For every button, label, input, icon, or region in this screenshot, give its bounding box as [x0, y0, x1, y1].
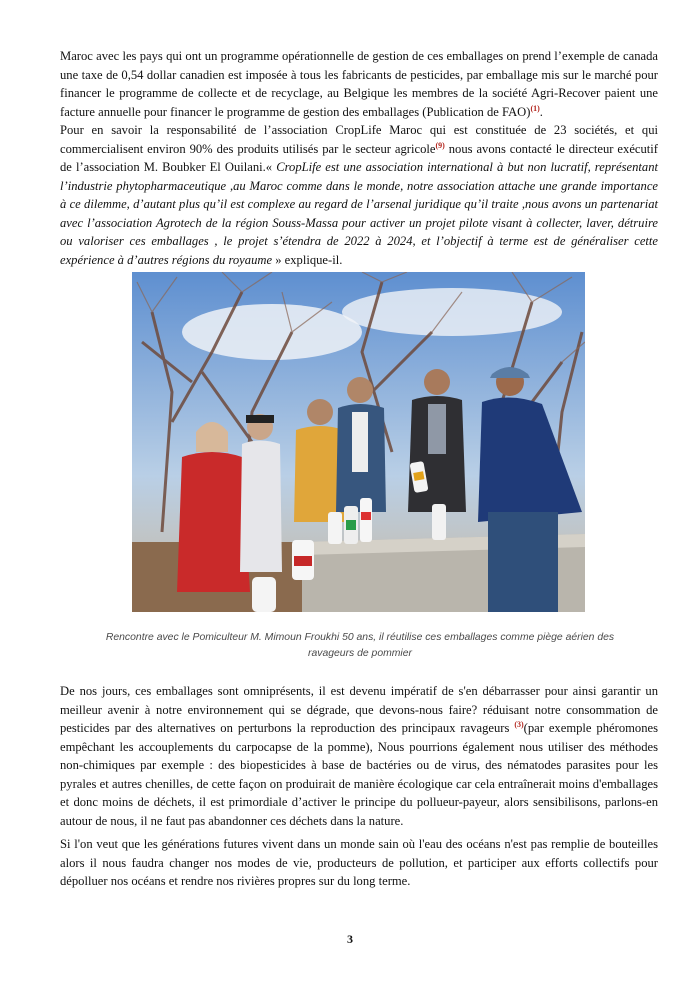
intro-paragraph — [60, 47, 658, 269]
paragraph-text: nous avons contacté le directeur exécutif de l’association M. Boubker El Ouilani.« — [60, 141, 658, 174]
paragraph-text: . — [539, 104, 543, 119]
conclusion-paragraph: Si l'on veut que les générations futures vivent dans un monde sain où l'eau des océans n'est pas remplie de bouteilles alors il nous faudra changer nos modes de vie, producteurs de pollution, et participer aux efforts collectifs pour dépolluer nos océans et rendre nos rivières propres sur du long terme. — [60, 837, 658, 888]
farmers-meeting-photo — [132, 272, 585, 612]
paragraph-text: Maroc avec les pays qui ont un programme opérationnelle de gestion de ces emballages on prend l’exemple de canada une taxe de 0,54 dollar canadien est imposée à tous les fabricants de pesticides, par emballage mis sur le marché pour financer le programme de collecte et de recyclage, au Belgique les membres de la société Agri-Recover paient une facture annuelle pour financer le programme de gestion des emballages (Publication de FAO) — [60, 49, 658, 119]
footnote-ref[interactable]: (3) — [514, 719, 524, 729]
paragraph-text: » explique-il. — [272, 252, 343, 267]
paragraph-text: Pour en savoir la responsabilité de l’association CropLife Maroc qui est constituée de 23 sociétés, et qui commercialisent environ 90% des produits utilisés par le secteur agricole — [60, 123, 658, 156]
footnote-ref[interactable]: (1) — [530, 103, 540, 113]
interview-quote: CropLife est une association international à but non lucratif, représentant l’industrie phytopharmaceutique ,au Maroc comme dans le monde, notre association attache une grande importance à ce dilemme, d’autant plus qu’il est complexe au regard de l’arsenal juridique qu’il traite ,nous avons un partenariat avec l’association Agrotech de la région Souss-Massa pour activer un projet pilote visant à collecter, laver, détruire ou valoriser ces emballages , le projet s’étendra de 2022 à 2024, et l’objectif à terme est de généraliser cette expérience à d’autres régions du royaume — [60, 160, 658, 267]
paragraph-text: (par exemple phéromones empêchant les accouplements du carpocapse de la pomme), Nous pourrions également nous utiliser des méthodes non-chimiques par exemple : des biopesticides à base de bactéries ou de virus, des nématodes parasites pour les pyrales et autres chenilles, de cette façon on produirait de manière écologique car cela entraînerait moins d'emballages et donc moins de déchets, il est primordiale d’activer le principe du pollueur-payeur, alors sensibilisons, parlons-en autour de nous, il ne faut pas abandonner ces déchets dans la nature. — [60, 721, 658, 828]
footnote-ref[interactable]: (9) — [435, 140, 445, 150]
alternatives-paragraph — [60, 682, 658, 830]
photo-caption: Rencontre avec le Pomiculteur M. Mimoun Froukhi 50 ans, il réutilise ces emballages comme piège aérien des ravageurs de pommier — [105, 632, 615, 659]
paragraph-text: De nos jours, ces emballages sont omniprésents, il est devenu impératif de s'en débarrasser pour ainsi garantir un meilleur avenir à notre environnement qui se dégrade, que devons-nous faire? réduisant notre consommation de pesticides par des alternatives on perturbons la reproduction des principaux ravageurs — [60, 684, 658, 735]
page-number: 3 — [347, 932, 353, 946]
